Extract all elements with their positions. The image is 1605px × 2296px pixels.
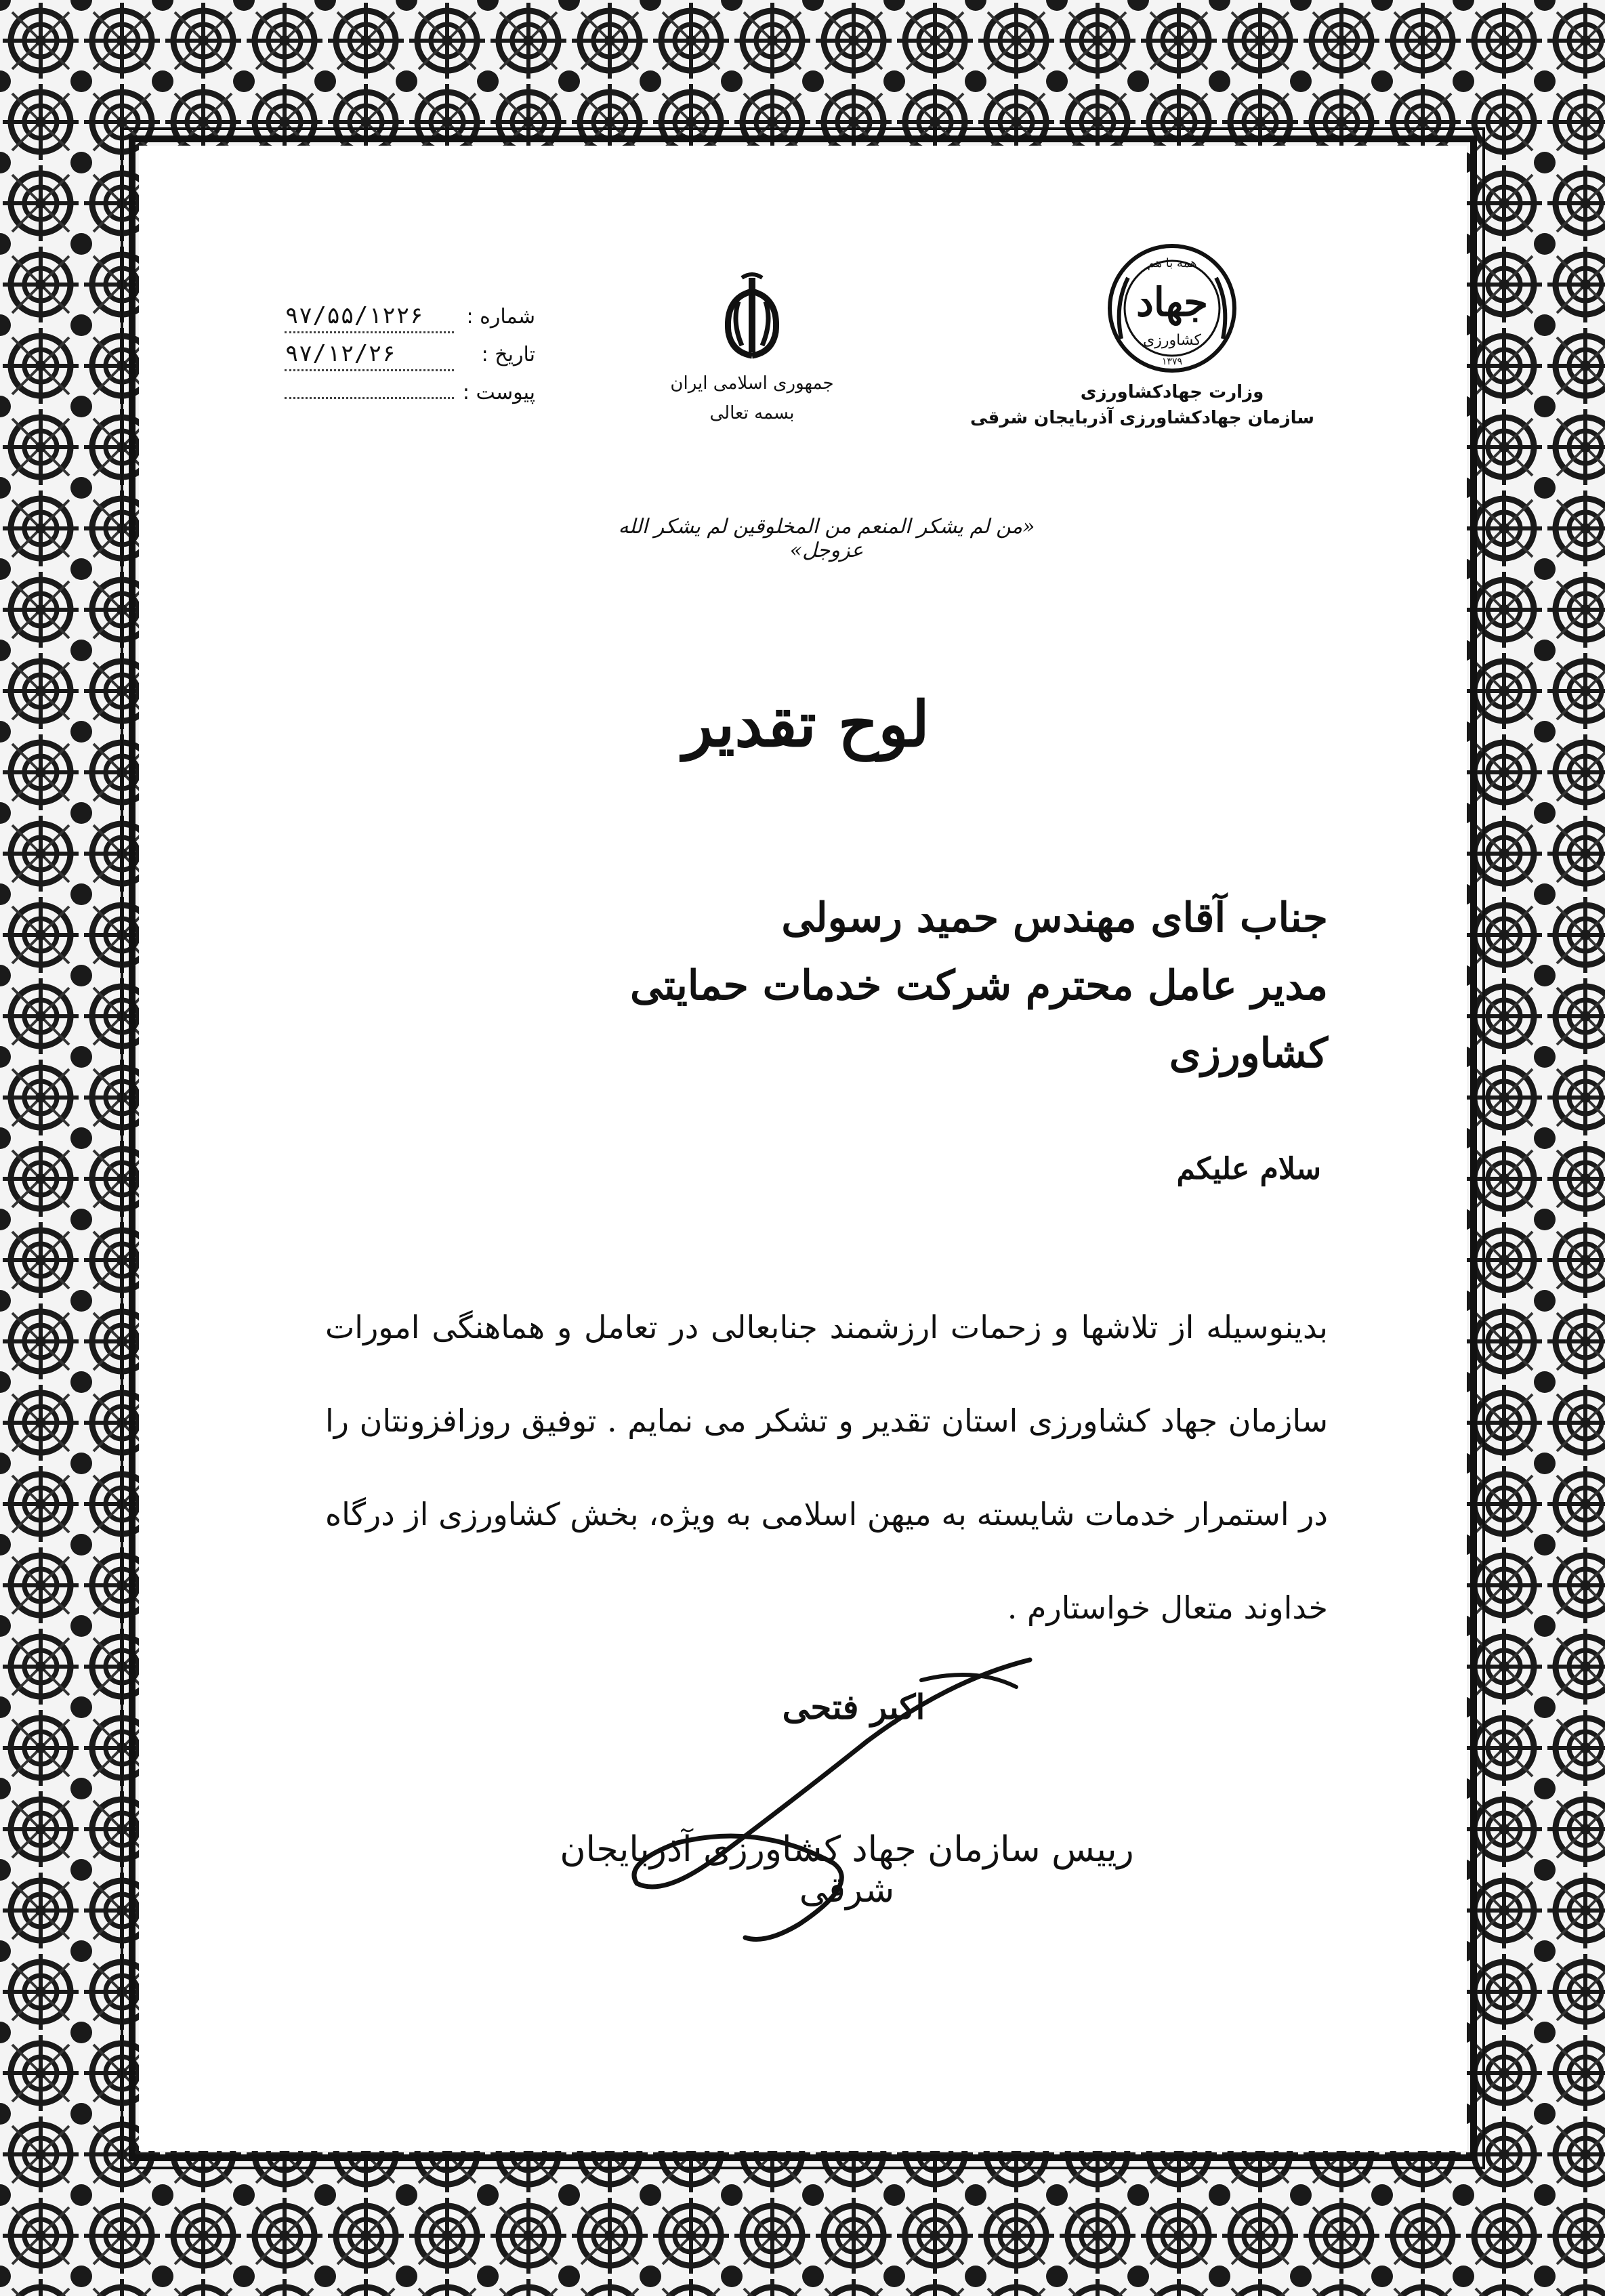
signer-name: اکبر فتحی <box>782 1687 925 1727</box>
logo-slogan: همه با هم <box>1147 256 1197 270</box>
number-value: ۹۷/۵۵/۱۲۲۶ <box>285 300 454 333</box>
reference-block <box>264 298 535 412</box>
appreciation-body: بدینوسیله از تلاشها و زحمات ارزشمند جنابعالی در تعامل و هماهنگی امورات سازمان جهاد کشاورزی استان تقدیر و تشکر می نمایم . توفیق روزافزونتان را در استمرار خدمات شایسته به میهن اسلامی به ویژه، بخش کشاورزی از درگاه خداوند متعال خواستارم . <box>325 1309 1328 1626</box>
greeting: سلام علیکم <box>1176 1152 1321 1186</box>
date-value: ۹۷/۱۲/۲۶ <box>285 338 454 371</box>
hadith-quote: «من لم یشکر المنعم من المخلوقین لم یشکر الله عزوجل» <box>618 515 1035 562</box>
republic-header <box>650 271 854 428</box>
number-label: شماره : <box>466 305 535 329</box>
signer-title: رییس سازمان جهاد کشاورزی آذربایجان شرقی <box>560 1829 1134 1911</box>
certificate-title: لوح تقدیر <box>683 688 930 761</box>
ministry-header <box>970 237 1314 431</box>
logo-agriculture-word: کشاورزی <box>1143 332 1201 349</box>
number-row <box>264 298 535 336</box>
logo-jihad-word: جهاد <box>1135 279 1209 325</box>
recipient-position: مدیر عامل محترم شرکت خدمات حمایتی کشاورزی <box>630 962 1328 1077</box>
organization-name: سازمان جهادکشاورزی آذربایجان شرقی <box>970 408 1314 428</box>
bismillah: بسمه تعالی <box>709 403 795 423</box>
recipient-name: جناب آقای مهندس حمید رسولی <box>781 894 1328 942</box>
attachment-value <box>285 397 454 399</box>
iran-emblem-icon <box>705 271 799 366</box>
republic-name: جمهوری اسلامی ایران <box>670 373 834 394</box>
recipient-block <box>596 884 1328 1087</box>
date-row <box>264 336 535 374</box>
attachment-label: پیوست : <box>462 381 535 404</box>
ministry-name: وزارت جهادکشاورزی <box>1080 382 1264 402</box>
attachment-row <box>264 374 535 412</box>
jihad-logo <box>1101 237 1243 379</box>
logo-year: ۱۳۷۹ <box>1161 356 1183 367</box>
date-label: تاریخ : <box>481 343 535 367</box>
